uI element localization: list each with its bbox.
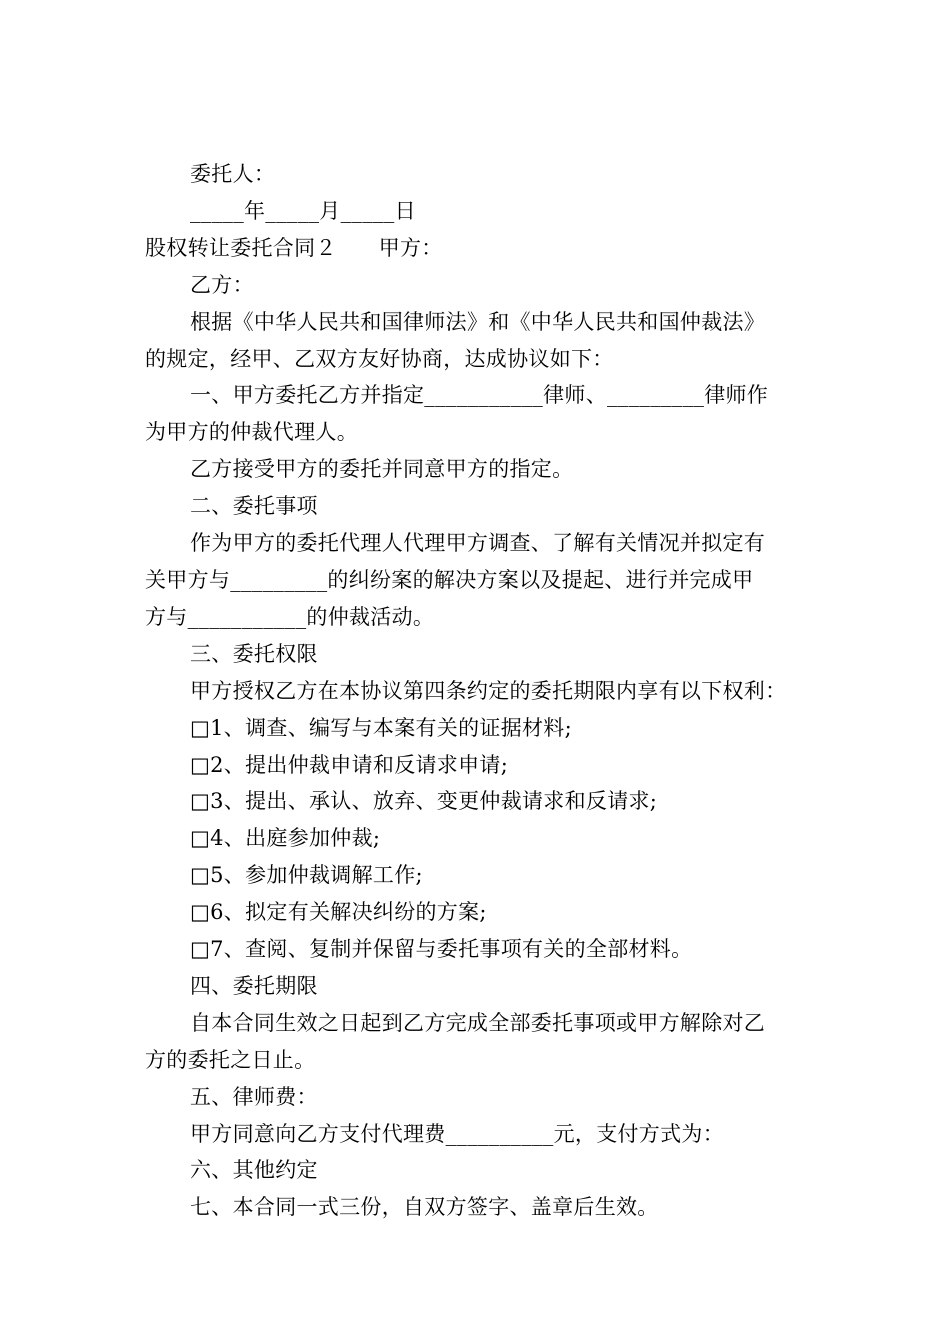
- contract-title-line: [145, 230, 810, 267]
- text-line: 七、本合同一式三份，自双方签字、盖章后生效。: [190, 1195, 659, 1220]
- date-line: _____年_____月_____日: [190, 198, 416, 223]
- text-line: 关甲方与_________的纠纷案的解决方案以及提起、进行并完成甲: [145, 567, 754, 592]
- section-heading: 五、律师费：: [190, 1084, 318, 1109]
- text-line: 委托人：: [190, 162, 276, 186]
- text-line: 的规定，经甲、乙双方友好协商，达成协议如下：: [145, 346, 614, 371]
- text-line: 甲方同意向乙方支付代理费__________元，支付方式为：: [190, 1121, 724, 1146]
- party-a-label: 甲方：: [378, 235, 443, 260]
- text-line: 一、甲方委托乙方并指定___________律师、_________律师作: [190, 383, 769, 408]
- text-line: 根据《中华人民共和国律师法》和《中华人民共和国仲裁法》: [190, 309, 766, 334]
- list-item: □1、调查、编写与本案有关的证据材料;: [190, 715, 572, 740]
- list-item: □7、查阅、复制并保留与委托事项有关的全部材料。: [190, 937, 693, 962]
- text-line: 作为甲方的委托代理人代理甲方调查、了解有关情况并拟定有: [190, 531, 766, 556]
- section-heading: 六、其他约定: [190, 1158, 318, 1183]
- text-line: 为甲方的仲裁代理人。: [145, 420, 358, 445]
- list-item: □5、参加仲裁调解工作;: [190, 863, 423, 888]
- document-page: [145, 156, 810, 1226]
- list-item: □2、提出仲裁申请和反请求申请;: [190, 752, 509, 777]
- text-line: 方与___________的仲裁活动。: [145, 604, 435, 629]
- text-line: 自本合同生效之日起到乙方完成全部委托事项或甲方解除对乙: [190, 1010, 766, 1035]
- text-line: 方的委托之日止。: [145, 1047, 316, 1072]
- list-item: □6、拟定有关解决纠纷的方案;: [190, 900, 487, 925]
- list-item: □4、出庭参加仲裁;: [190, 826, 381, 851]
- section-heading: 四、委托期限: [190, 973, 318, 998]
- party-b-label: 乙方：: [190, 272, 254, 297]
- section-heading: 二、委托事项: [190, 494, 318, 519]
- contract-title: 股权转让委托合同２: [145, 235, 337, 260]
- list-item: □3、提出、承认、放弃、变更仲裁请求和反请求;: [190, 789, 658, 814]
- text-line: 甲方授权乙方在本协议第四条约定的委托期限内享有以下权利：: [190, 678, 787, 703]
- text-line: 乙方接受甲方的委托并同意甲方的指定。: [190, 457, 574, 482]
- section-heading: 三、委托权限: [190, 641, 318, 666]
